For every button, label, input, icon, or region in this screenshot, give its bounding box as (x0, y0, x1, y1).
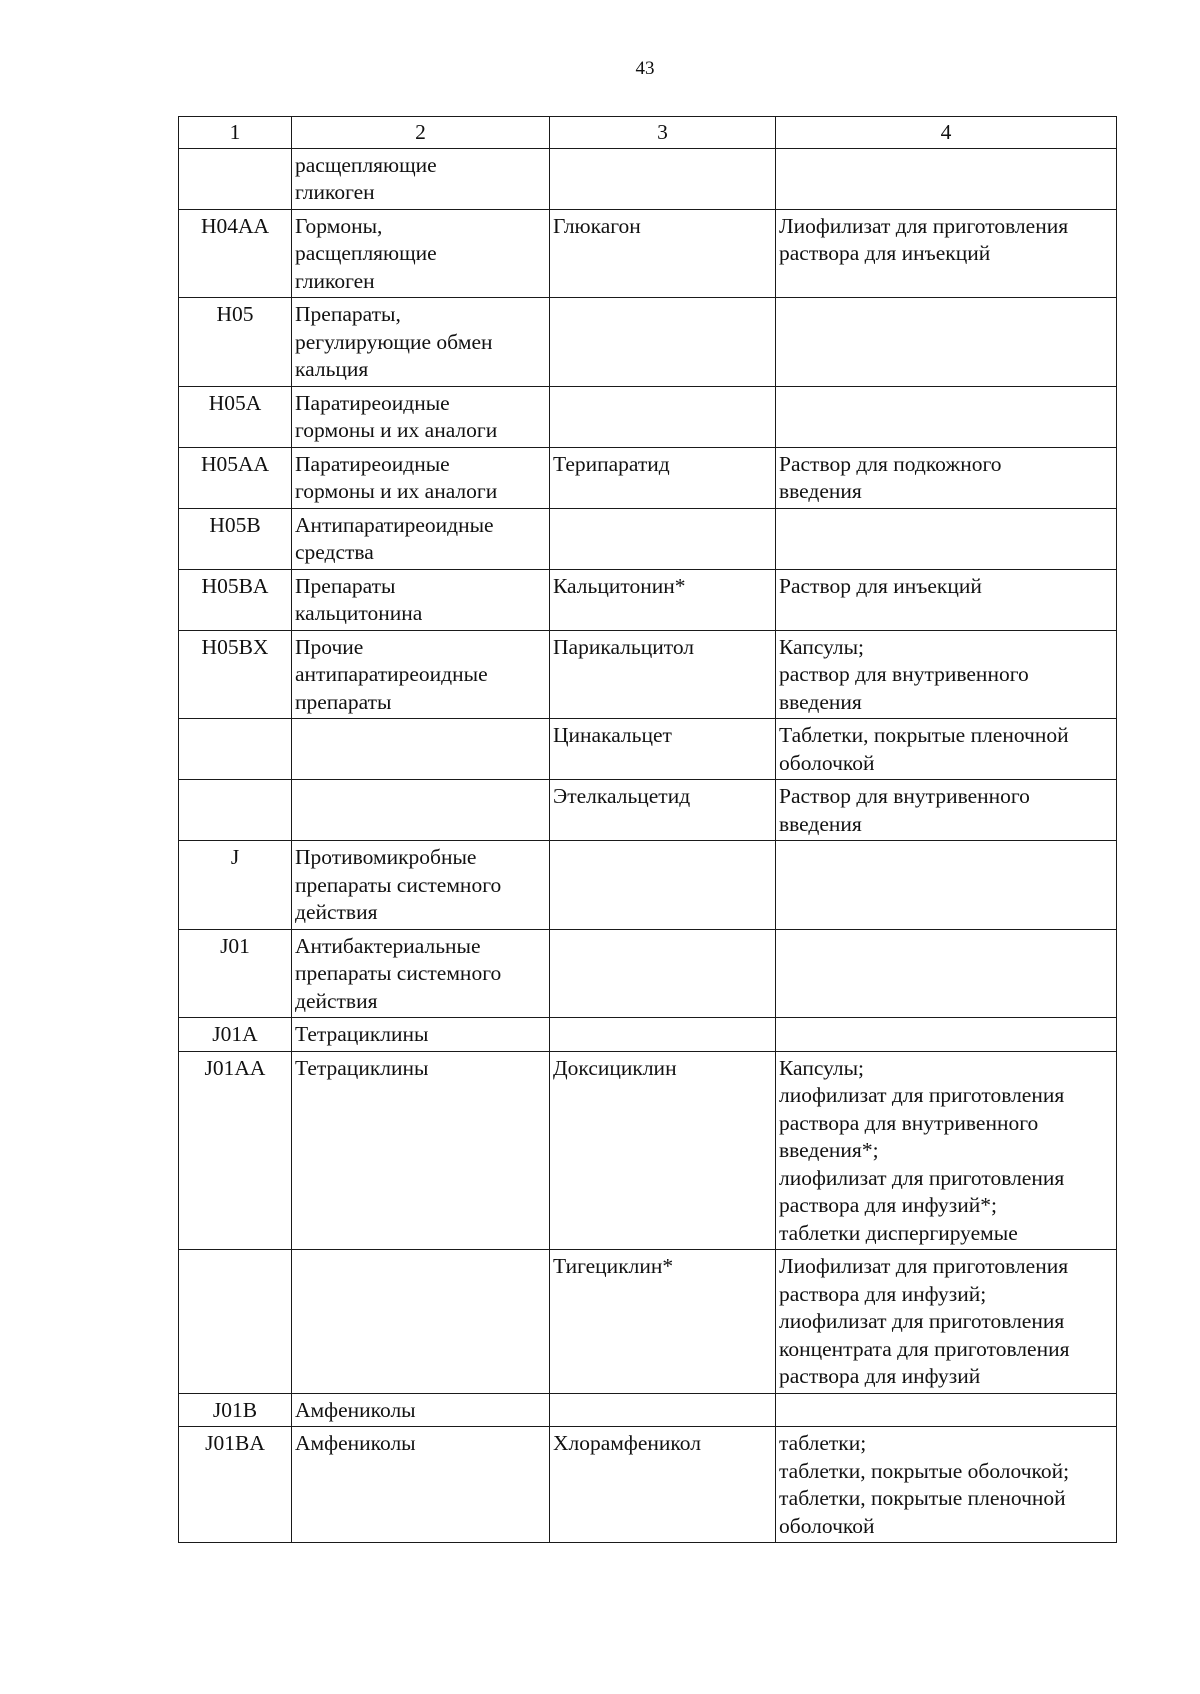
table-row (179, 1018, 1117, 1052)
atc-code-cell: H04AA (179, 209, 292, 298)
atc-code-cell: J01BA (179, 1427, 292, 1543)
table-row (179, 1427, 1117, 1543)
group-name-cell: Амфениколы (292, 1393, 550, 1427)
group-name-cell: Препараты, регулирующие обмен кальция (292, 298, 550, 387)
group-name-cell: Гормоны, расщепляющие гликоген (292, 209, 550, 298)
atc-code-cell: H05 (179, 298, 292, 387)
drug-name-cell (550, 148, 776, 209)
drug-name-cell: Доксициклин (550, 1051, 776, 1250)
group-name-cell: Препараты кальцитонина (292, 569, 550, 630)
group-name-cell (292, 780, 550, 841)
atc-code-cell: H05BA (179, 569, 292, 630)
dosage-form-cell (776, 929, 1117, 1018)
drug-name-cell: Кальцитонин* (550, 569, 776, 630)
atc-code-cell: H05A (179, 386, 292, 447)
group-name-cell: Паратиреоидные гормоны и их аналоги (292, 447, 550, 508)
atc-code-cell: J01 (179, 929, 292, 1018)
dosage-form-cell: Лиофилизат для приготовления раствора для инфузий; лиофилизат для приготовления концентрата для приготовления раствора для инфузий (776, 1250, 1117, 1394)
dosage-form-cell: Раствор для внутривенного введения (776, 780, 1117, 841)
table-row (179, 780, 1117, 841)
table-row (179, 447, 1117, 508)
drug-name-cell: Глюкагон (550, 209, 776, 298)
table-row (179, 929, 1117, 1018)
dosage-form-cell (776, 1018, 1117, 1052)
drug-name-cell: Тигециклин* (550, 1250, 776, 1394)
atc-code-cell (179, 148, 292, 209)
table-row (179, 841, 1117, 930)
group-name-cell: Прочие антипаратиреоидные препараты (292, 630, 550, 719)
drug-name-cell (550, 1018, 776, 1052)
group-name-cell: Паратиреоидные гормоны и их аналоги (292, 386, 550, 447)
atc-code-cell (179, 719, 292, 780)
dosage-form-cell (776, 148, 1117, 209)
atc-code-cell: J01B (179, 1393, 292, 1427)
dosage-form-cell: таблетки; таблетки, покрытые оболочкой; таблетки, покрытые пленочной оболочкой (776, 1427, 1117, 1543)
dosage-form-cell (776, 841, 1117, 930)
table-row (179, 1051, 1117, 1250)
group-name-cell: Антибактериальные препараты системного действия (292, 929, 550, 1018)
atc-code-cell: J01AA (179, 1051, 292, 1250)
table-row (179, 148, 1117, 209)
drug-name-cell (550, 929, 776, 1018)
dosage-form-cell (776, 1393, 1117, 1427)
drug-name-cell: Парикальцитол (550, 630, 776, 719)
atc-code-cell: H05BX (179, 630, 292, 719)
dosage-form-cell: Капсулы; раствор для внутривенного введения (776, 630, 1117, 719)
drug-name-cell: Терипаратид (550, 447, 776, 508)
drug-name-cell (550, 386, 776, 447)
dosage-form-cell: Таблетки, покрытые пленочной оболочкой (776, 719, 1117, 780)
column-header-4: 4 (776, 117, 1117, 149)
drug-name-cell: Этелкальцетид (550, 780, 776, 841)
table-row (179, 508, 1117, 569)
table-header-row (179, 117, 1117, 149)
page-number: 43 (635, 58, 655, 79)
table-row (179, 1393, 1117, 1427)
table-row (179, 209, 1117, 298)
group-name-cell: расщепляющие гликоген (292, 148, 550, 209)
table-row (179, 719, 1117, 780)
table-row (179, 298, 1117, 387)
drug-name-cell: Хлорамфеникол (550, 1427, 776, 1543)
dosage-form-cell: Раствор для инъекций (776, 569, 1117, 630)
table-row (179, 386, 1117, 447)
column-header-2: 2 (292, 117, 550, 149)
table-body (179, 148, 1117, 1543)
table-row (179, 630, 1117, 719)
group-name-cell: Тетрациклины (292, 1051, 550, 1250)
dosage-form-cell: Капсулы; лиофилизат для приготовления раствора для внутривенного введения*; лиофилизат для приготовления раствора для инфузий*; таблетки диспергируемые (776, 1051, 1117, 1250)
drug-name-cell (550, 841, 776, 930)
drug-name-cell (550, 298, 776, 387)
atc-code-cell (179, 1250, 292, 1394)
group-name-cell (292, 719, 550, 780)
drug-table (178, 116, 1117, 1543)
dosage-form-cell: Лиофилизат для приготовления раствора для инъекций (776, 209, 1117, 298)
dosage-form-cell (776, 508, 1117, 569)
atc-code-cell: H05AA (179, 447, 292, 508)
atc-code-cell: J (179, 841, 292, 930)
group-name-cell: Тетрациклины (292, 1018, 550, 1052)
dosage-form-cell (776, 386, 1117, 447)
group-name-cell: Антипаратиреоидные средства (292, 508, 550, 569)
group-name-cell: Противомикробные препараты системного действия (292, 841, 550, 930)
column-header-3: 3 (550, 117, 776, 149)
dosage-form-cell (776, 298, 1117, 387)
drug-name-cell (550, 508, 776, 569)
atc-code-cell (179, 780, 292, 841)
group-name-cell (292, 1250, 550, 1394)
drug-name-cell (550, 1393, 776, 1427)
column-header-1: 1 (179, 117, 292, 149)
atc-code-cell: H05B (179, 508, 292, 569)
table-row (179, 569, 1117, 630)
dosage-form-cell: Раствор для подкожного введения (776, 447, 1117, 508)
atc-code-cell: J01A (179, 1018, 292, 1052)
table-row (179, 1250, 1117, 1394)
group-name-cell: Амфениколы (292, 1427, 550, 1543)
drug-name-cell: Цинакальцет (550, 719, 776, 780)
